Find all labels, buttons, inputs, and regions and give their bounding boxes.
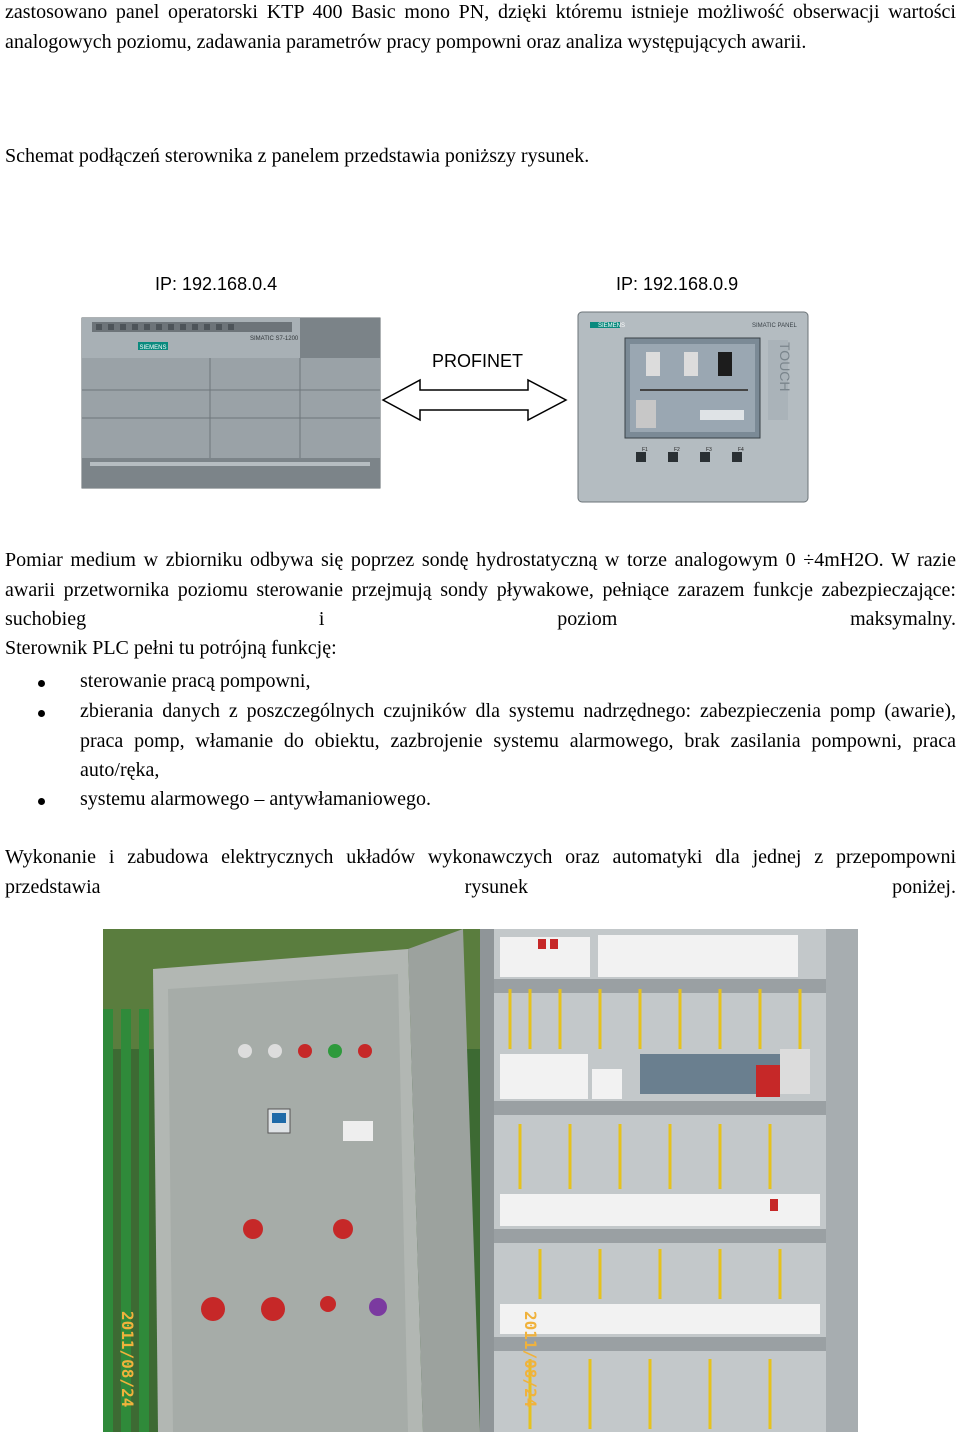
bullet-text: zbierania danych z poszczególnych czujników dla systemu nadrzędnego: zabezpieczenia pomp (awarie), praca pomp, włamanie do obiektu, zazbrojenie systemu alarmowego, brak zasilania pompowni, praca auto/ręka, — [80, 700, 956, 781]
plc-model: SIMATIC S7-1200 — [250, 336, 299, 342]
panel-key-f3: F3 — [706, 447, 712, 453]
photo-date-left: 2011/08/24 — [118, 1311, 137, 1408]
profinet-label: PROFINET — [432, 351, 524, 371]
pomiar-paragraph: Pomiar medium w zbiorniku odbywa się poprzez sondę hydrostatyczną w torze analogowym 0 ÷4mH2O. W razie awarii przetwornika poziomu sterowanie przejmują sondy pływakowe, pełniące zarazem funkcje zabezpieczające: suchobieg i poziom maksymalny. — [5, 549, 956, 630]
panel-key-f1: F1 — [642, 447, 648, 453]
cabinet-interior-photo — [480, 929, 858, 1432]
hmi-panel — [578, 312, 808, 502]
bullet-icon — [38, 710, 45, 717]
panel-key-f4: F4 — [738, 447, 744, 453]
connection-diagram — [0, 300, 960, 510]
ip-panel-label: IP: 192.168.0.9 — [616, 274, 739, 294]
plc-device — [82, 318, 380, 488]
sterownik-paragraph: Sterownik PLC pełni tu potrójną funkcję: — [5, 637, 337, 659]
panel-key-f2: F2 — [674, 447, 680, 453]
bullet-text: sterowanie pracą pompowni, — [80, 670, 311, 692]
ip-plc-label: IP: 192.168.0.4 — [155, 274, 278, 294]
wykonanie-paragraph: Wykonanie i zabudowa elektrycznych układów wykonawczych oraz automatyki dla jednej z przepompowni przedstawia rysunek poniżej. — [5, 846, 956, 898]
intro-paragraph: zastosowano panel operatorski KTP 400 Basic mono PN, dzięki któremu istnieje możliwość obserwacji wartości analogowych poziomu, zadawania parametrów pracy pompowni oraz analiza występujących awarii. — [5, 1, 956, 53]
panel-touch: TOUCH — [777, 342, 793, 392]
panel-title: SIMATIC PANEL — [752, 323, 797, 329]
bullet-icon — [38, 798, 45, 805]
panel-brand: SIEMENS — [598, 323, 626, 329]
bullet-text: systemu alarmowego – antywłamaniowego. — [80, 788, 432, 810]
profinet-arrow — [383, 380, 566, 420]
photo-date-right: 2011/08/24 — [521, 1311, 540, 1408]
cabinet-exterior-photo — [103, 929, 480, 1432]
plc-brand: SIEMENS — [139, 345, 167, 351]
bullet-icon — [38, 680, 45, 687]
schemat-paragraph: Schemat podłączeń sterownika z panelem przedstawia poniższy rysunek. — [5, 145, 590, 167]
